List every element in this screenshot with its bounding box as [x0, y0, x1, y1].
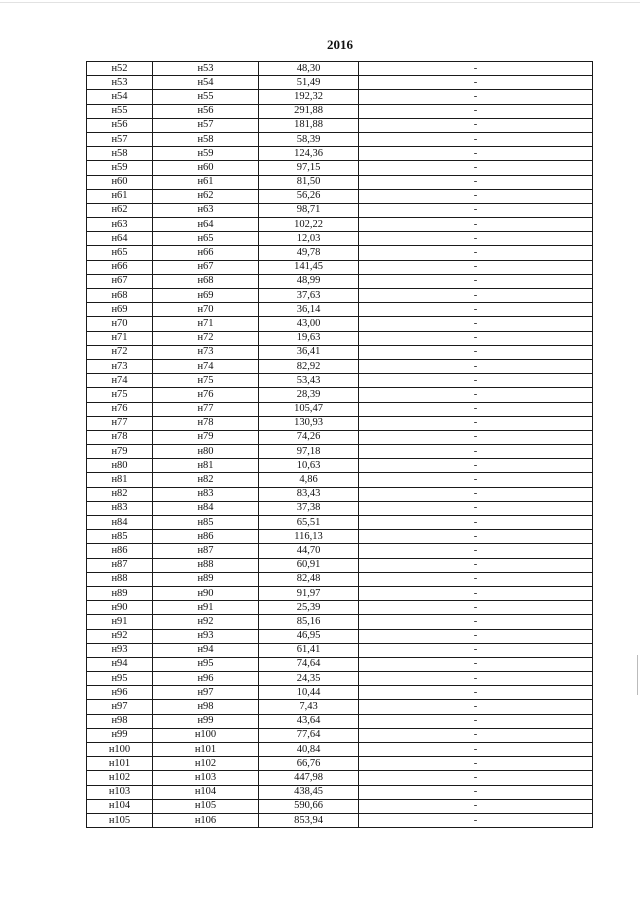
table-row: [87, 359, 593, 373]
table-row: [87, 601, 593, 615]
to-point-cell: н56: [153, 104, 259, 118]
to-point-cell: н103: [153, 771, 259, 785]
from-point-cell: н62: [87, 203, 153, 217]
note-cell: -: [359, 672, 593, 686]
distance-cell: 37,38: [259, 501, 359, 515]
note-cell: -: [359, 430, 593, 444]
table-row: [87, 757, 593, 771]
note-cell: -: [359, 813, 593, 827]
from-point-cell: н99: [87, 728, 153, 742]
distance-cell: 77,64: [259, 728, 359, 742]
to-point-cell: н99: [153, 714, 259, 728]
distance-cell: 97,15: [259, 161, 359, 175]
table-row: [87, 501, 593, 515]
note-cell: -: [359, 771, 593, 785]
from-point-cell: н77: [87, 416, 153, 430]
table-row: [87, 374, 593, 388]
distance-cell: 853,94: [259, 813, 359, 827]
table-row: [87, 189, 593, 203]
table-row: [87, 317, 593, 331]
from-point-cell: н96: [87, 686, 153, 700]
note-cell: -: [359, 104, 593, 118]
to-point-cell: н54: [153, 76, 259, 90]
to-point-cell: н67: [153, 260, 259, 274]
to-point-cell: н73: [153, 345, 259, 359]
from-point-cell: н102: [87, 771, 153, 785]
from-point-cell: н97: [87, 700, 153, 714]
note-cell: -: [359, 459, 593, 473]
to-point-cell: н102: [153, 757, 259, 771]
note-cell: -: [359, 615, 593, 629]
table-row: [87, 118, 593, 132]
to-point-cell: н74: [153, 359, 259, 373]
distance-cell: 10,44: [259, 686, 359, 700]
distance-cell: 60,91: [259, 558, 359, 572]
note-cell: -: [359, 317, 593, 331]
distance-cell: 25,39: [259, 601, 359, 615]
from-point-cell: н71: [87, 331, 153, 345]
table-row: [87, 274, 593, 288]
from-point-cell: н95: [87, 672, 153, 686]
from-point-cell: н57: [87, 132, 153, 146]
to-point-cell: н57: [153, 118, 259, 132]
from-point-cell: н84: [87, 516, 153, 530]
table-row: [87, 388, 593, 402]
from-point-cell: н103: [87, 785, 153, 799]
from-point-cell: н92: [87, 629, 153, 643]
to-point-cell: н83: [153, 487, 259, 501]
table-row: [87, 132, 593, 146]
to-point-cell: н80: [153, 445, 259, 459]
from-point-cell: н59: [87, 161, 153, 175]
note-cell: -: [359, 601, 593, 615]
from-point-cell: н82: [87, 487, 153, 501]
distance-cell: 97,18: [259, 445, 359, 459]
note-cell: -: [359, 289, 593, 303]
to-point-cell: н97: [153, 686, 259, 700]
note-cell: -: [359, 544, 593, 558]
distance-cell: 74,64: [259, 657, 359, 671]
to-point-cell: н58: [153, 132, 259, 146]
table-row: [87, 345, 593, 359]
table-row: [87, 743, 593, 757]
scan-edge-mark: [637, 655, 638, 695]
to-point-cell: н61: [153, 175, 259, 189]
from-point-cell: н76: [87, 402, 153, 416]
table-row: [87, 430, 593, 444]
from-point-cell: н65: [87, 246, 153, 260]
note-cell: -: [359, 643, 593, 657]
note-cell: -: [359, 246, 593, 260]
table-body: [87, 62, 593, 828]
note-cell: -: [359, 516, 593, 530]
distance-cell: 19,63: [259, 331, 359, 345]
to-point-cell: н63: [153, 203, 259, 217]
note-cell: -: [359, 785, 593, 799]
distance-cell: 53,43: [259, 374, 359, 388]
note-cell: -: [359, 586, 593, 600]
to-point-cell: н68: [153, 274, 259, 288]
table-row: [87, 289, 593, 303]
distance-cell: 181,88: [259, 118, 359, 132]
table-row: [87, 558, 593, 572]
to-point-cell: н76: [153, 388, 259, 402]
to-point-cell: н78: [153, 416, 259, 430]
note-cell: -: [359, 260, 593, 274]
from-point-cell: н86: [87, 544, 153, 558]
distance-cell: 98,71: [259, 203, 359, 217]
note-cell: -: [359, 147, 593, 161]
table-row: [87, 147, 593, 161]
table-row: [87, 218, 593, 232]
table-row: [87, 445, 593, 459]
distance-cell: 12,03: [259, 232, 359, 246]
note-cell: -: [359, 161, 593, 175]
from-point-cell: н55: [87, 104, 153, 118]
note-cell: -: [359, 175, 593, 189]
distance-cell: 40,84: [259, 743, 359, 757]
table-row: [87, 76, 593, 90]
table-row: [87, 232, 593, 246]
from-point-cell: н72: [87, 345, 153, 359]
distance-cell: 56,26: [259, 189, 359, 203]
from-point-cell: н53: [87, 76, 153, 90]
table-row: [87, 459, 593, 473]
to-point-cell: н93: [153, 629, 259, 643]
note-cell: -: [359, 530, 593, 544]
table-row: [87, 402, 593, 416]
note-cell: -: [359, 303, 593, 317]
table-row: [87, 331, 593, 345]
note-cell: -: [359, 274, 593, 288]
to-point-cell: н88: [153, 558, 259, 572]
table-row: [87, 629, 593, 643]
to-point-cell: н64: [153, 218, 259, 232]
from-point-cell: н75: [87, 388, 153, 402]
from-point-cell: н85: [87, 530, 153, 544]
distance-cell: 82,48: [259, 572, 359, 586]
table-row: [87, 175, 593, 189]
table-row: [87, 799, 593, 813]
to-point-cell: н101: [153, 743, 259, 757]
note-cell: -: [359, 757, 593, 771]
to-point-cell: н72: [153, 331, 259, 345]
note-cell: -: [359, 388, 593, 402]
to-point-cell: н105: [153, 799, 259, 813]
distance-cell: 291,88: [259, 104, 359, 118]
to-point-cell: н66: [153, 246, 259, 260]
from-point-cell: н80: [87, 459, 153, 473]
distance-cell: 43,64: [259, 714, 359, 728]
distance-cell: 83,43: [259, 487, 359, 501]
from-point-cell: н78: [87, 430, 153, 444]
distance-cell: 590,66: [259, 799, 359, 813]
distance-cell: 37,63: [259, 289, 359, 303]
distance-cell: 58,39: [259, 132, 359, 146]
note-cell: -: [359, 218, 593, 232]
table-row: [87, 416, 593, 430]
to-point-cell: н55: [153, 90, 259, 104]
table-row: [87, 643, 593, 657]
table-row: [87, 728, 593, 742]
from-point-cell: н61: [87, 189, 153, 203]
table-row: [87, 615, 593, 629]
distance-cell: 36,41: [259, 345, 359, 359]
note-cell: -: [359, 799, 593, 813]
distance-cell: 141,45: [259, 260, 359, 274]
to-point-cell: н92: [153, 615, 259, 629]
table-row: [87, 586, 593, 600]
page-number: 2016: [327, 37, 353, 52]
table-row: [87, 714, 593, 728]
distance-cell: 130,93: [259, 416, 359, 430]
from-point-cell: н56: [87, 118, 153, 132]
distance-cell: 28,39: [259, 388, 359, 402]
from-point-cell: н104: [87, 799, 153, 813]
distance-cell: 24,35: [259, 672, 359, 686]
note-cell: -: [359, 743, 593, 757]
from-point-cell: н93: [87, 643, 153, 657]
table-row: [87, 260, 593, 274]
to-point-cell: н89: [153, 572, 259, 586]
to-point-cell: н100: [153, 728, 259, 742]
scan-top-edge: [0, 2, 640, 3]
note-cell: -: [359, 657, 593, 671]
table-row: [87, 530, 593, 544]
from-point-cell: н94: [87, 657, 153, 671]
distance-cell: 43,00: [259, 317, 359, 331]
from-point-cell: н101: [87, 757, 153, 771]
from-point-cell: н70: [87, 317, 153, 331]
to-point-cell: н95: [153, 657, 259, 671]
from-point-cell: н58: [87, 147, 153, 161]
distance-cell: 66,76: [259, 757, 359, 771]
note-cell: -: [359, 345, 593, 359]
note-cell: -: [359, 686, 593, 700]
distance-cell: 192,32: [259, 90, 359, 104]
from-point-cell: н52: [87, 62, 153, 76]
distance-cell: 36,14: [259, 303, 359, 317]
from-point-cell: н79: [87, 445, 153, 459]
table-row: [87, 785, 593, 799]
from-point-cell: н89: [87, 586, 153, 600]
from-point-cell: н67: [87, 274, 153, 288]
note-cell: -: [359, 402, 593, 416]
to-point-cell: н65: [153, 232, 259, 246]
to-point-cell: н86: [153, 530, 259, 544]
from-point-cell: н64: [87, 232, 153, 246]
table-row: [87, 544, 593, 558]
boundary-points-table: [86, 61, 593, 828]
from-point-cell: н90: [87, 601, 153, 615]
from-point-cell: н73: [87, 359, 153, 373]
distance-cell: 65,51: [259, 516, 359, 530]
from-point-cell: н54: [87, 90, 153, 104]
distance-cell: 4,86: [259, 473, 359, 487]
note-cell: -: [359, 90, 593, 104]
to-point-cell: н59: [153, 147, 259, 161]
table-row: [87, 672, 593, 686]
from-point-cell: н87: [87, 558, 153, 572]
distance-cell: 74,26: [259, 430, 359, 444]
table-row: [87, 657, 593, 671]
distance-cell: 91,97: [259, 586, 359, 600]
from-point-cell: н83: [87, 501, 153, 515]
from-point-cell: н68: [87, 289, 153, 303]
table-row: [87, 90, 593, 104]
from-point-cell: н81: [87, 473, 153, 487]
to-point-cell: н98: [153, 700, 259, 714]
to-point-cell: н60: [153, 161, 259, 175]
note-cell: -: [359, 76, 593, 90]
to-point-cell: н96: [153, 672, 259, 686]
note-cell: -: [359, 572, 593, 586]
to-point-cell: н70: [153, 303, 259, 317]
to-point-cell: н77: [153, 402, 259, 416]
note-cell: -: [359, 374, 593, 388]
to-point-cell: н87: [153, 544, 259, 558]
from-point-cell: н60: [87, 175, 153, 189]
note-cell: -: [359, 714, 593, 728]
distance-cell: 105,47: [259, 402, 359, 416]
note-cell: -: [359, 232, 593, 246]
from-point-cell: н105: [87, 813, 153, 827]
distance-cell: 51,49: [259, 76, 359, 90]
distance-cell: 48,30: [259, 62, 359, 76]
note-cell: -: [359, 189, 593, 203]
distance-cell: 438,45: [259, 785, 359, 799]
table-row: [87, 473, 593, 487]
to-point-cell: н106: [153, 813, 259, 827]
from-point-cell: н63: [87, 218, 153, 232]
table-row: [87, 686, 593, 700]
note-cell: -: [359, 629, 593, 643]
distance-cell: 447,98: [259, 771, 359, 785]
table-row: [87, 303, 593, 317]
distance-cell: 10,63: [259, 459, 359, 473]
note-cell: -: [359, 501, 593, 515]
table-row: [87, 700, 593, 714]
from-point-cell: н98: [87, 714, 153, 728]
note-cell: -: [359, 416, 593, 430]
to-point-cell: н94: [153, 643, 259, 657]
to-point-cell: н84: [153, 501, 259, 515]
to-point-cell: н90: [153, 586, 259, 600]
note-cell: -: [359, 487, 593, 501]
table-row: [87, 161, 593, 175]
to-point-cell: н82: [153, 473, 259, 487]
table-row: [87, 516, 593, 530]
distance-cell: 46,95: [259, 629, 359, 643]
note-cell: -: [359, 445, 593, 459]
table-row: [87, 246, 593, 260]
from-point-cell: н74: [87, 374, 153, 388]
note-cell: -: [359, 728, 593, 742]
distance-cell: 44,70: [259, 544, 359, 558]
note-cell: -: [359, 203, 593, 217]
table-row: [87, 813, 593, 827]
from-point-cell: н100: [87, 743, 153, 757]
to-point-cell: н69: [153, 289, 259, 303]
distance-cell: 61,41: [259, 643, 359, 657]
distance-cell: 116,13: [259, 530, 359, 544]
table-row: [87, 771, 593, 785]
from-point-cell: н91: [87, 615, 153, 629]
table-row: [87, 104, 593, 118]
distance-cell: 81,50: [259, 175, 359, 189]
distance-cell: 48,99: [259, 274, 359, 288]
note-cell: -: [359, 62, 593, 76]
table-row: [87, 487, 593, 501]
distance-cell: 7,43: [259, 700, 359, 714]
table-row: [87, 62, 593, 76]
note-cell: -: [359, 473, 593, 487]
note-cell: -: [359, 558, 593, 572]
note-cell: -: [359, 331, 593, 345]
to-point-cell: н85: [153, 516, 259, 530]
to-point-cell: н71: [153, 317, 259, 331]
to-point-cell: н104: [153, 785, 259, 799]
distance-cell: 82,92: [259, 359, 359, 373]
from-point-cell: н66: [87, 260, 153, 274]
distance-cell: 85,16: [259, 615, 359, 629]
to-point-cell: н75: [153, 374, 259, 388]
note-cell: -: [359, 132, 593, 146]
note-cell: -: [359, 359, 593, 373]
distance-cell: 124,36: [259, 147, 359, 161]
to-point-cell: н79: [153, 430, 259, 444]
to-point-cell: н62: [153, 189, 259, 203]
table-row: [87, 572, 593, 586]
distance-cell: 102,22: [259, 218, 359, 232]
distance-cell: 49,78: [259, 246, 359, 260]
note-cell: -: [359, 118, 593, 132]
to-point-cell: н53: [153, 62, 259, 76]
from-point-cell: н69: [87, 303, 153, 317]
from-point-cell: н88: [87, 572, 153, 586]
to-point-cell: н91: [153, 601, 259, 615]
note-cell: -: [359, 700, 593, 714]
to-point-cell: н81: [153, 459, 259, 473]
table-row: [87, 203, 593, 217]
